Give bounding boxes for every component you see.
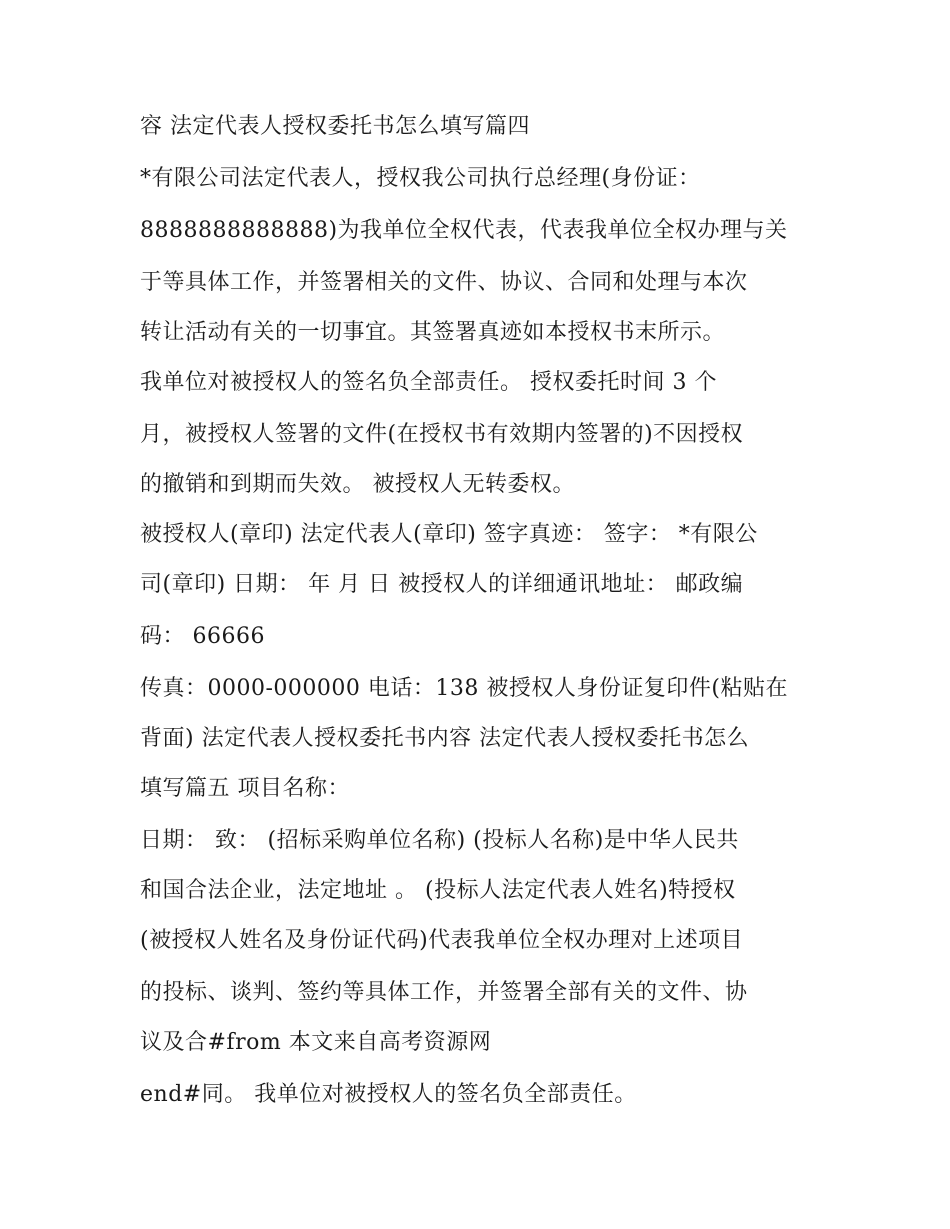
text-line: 容 法定代表人授权委托书怎么填写篇四 [140,114,530,139]
text-line: (被授权人姓名及身份证代码)代表我单位全权办理对上述项目 [140,928,744,953]
text-line: 传真：0000-000000 电话：138 被授权人身份证复印件(粘贴在 [140,676,788,701]
text-line: 填写篇五 项目名称： [140,776,350,801]
text-line: 转让活动有关的一切事宜。其签署真迹如本授权书末所示。 [140,320,726,345]
text-line: 的投标、谈判、签约等具体工作，并签署全部有关的文件、协 [140,980,748,1005]
text-line: 码： 66666 [140,624,265,649]
text-line: 被授权人(章印) 法定代表人(章印) 签字真迹： 签字： *有限公 [140,522,758,547]
text-line: 月，被授权人签署的文件(在授权书有效期内签署的)不因授权 [140,422,744,447]
text-line: 司(章印) 日期： 年 月 日 被授权人的详细通讯地址： 邮政编 [140,572,744,597]
text-line: *有限公司法定代表人，授权我公司执行总经理(身份证： [140,166,701,191]
text-line: 8888888888888)为我单位全权代表，代表我单位全权办理与关 [140,218,788,243]
text-line: 我单位对被授权人的签名负全部责任。 授权委托时间 3 个 [140,370,717,395]
text-line: 背面) 法定代表人授权委托书内容 法定代表人授权委托书怎么 [140,726,750,751]
text-line: 和国合法企业，法定地址 。 (投标人法定代表人姓名)特授权 [140,878,736,903]
text-line: end#同。 我单位对被授权人的签名负全部责任。 [140,1082,637,1107]
text-line: 日期： 致： (招标采购单位名称) (投标人名称)是中华人民共 [140,828,739,853]
text-line: 议及合#from 本文来自高考资源网 [140,1030,492,1055]
text-line: 于等具体工作，并签署相关的文件、协议、合同和处理与本次 [140,270,748,295]
text-line: 的撤销和到期而失效。 被授权人无转委权。 [140,472,575,497]
